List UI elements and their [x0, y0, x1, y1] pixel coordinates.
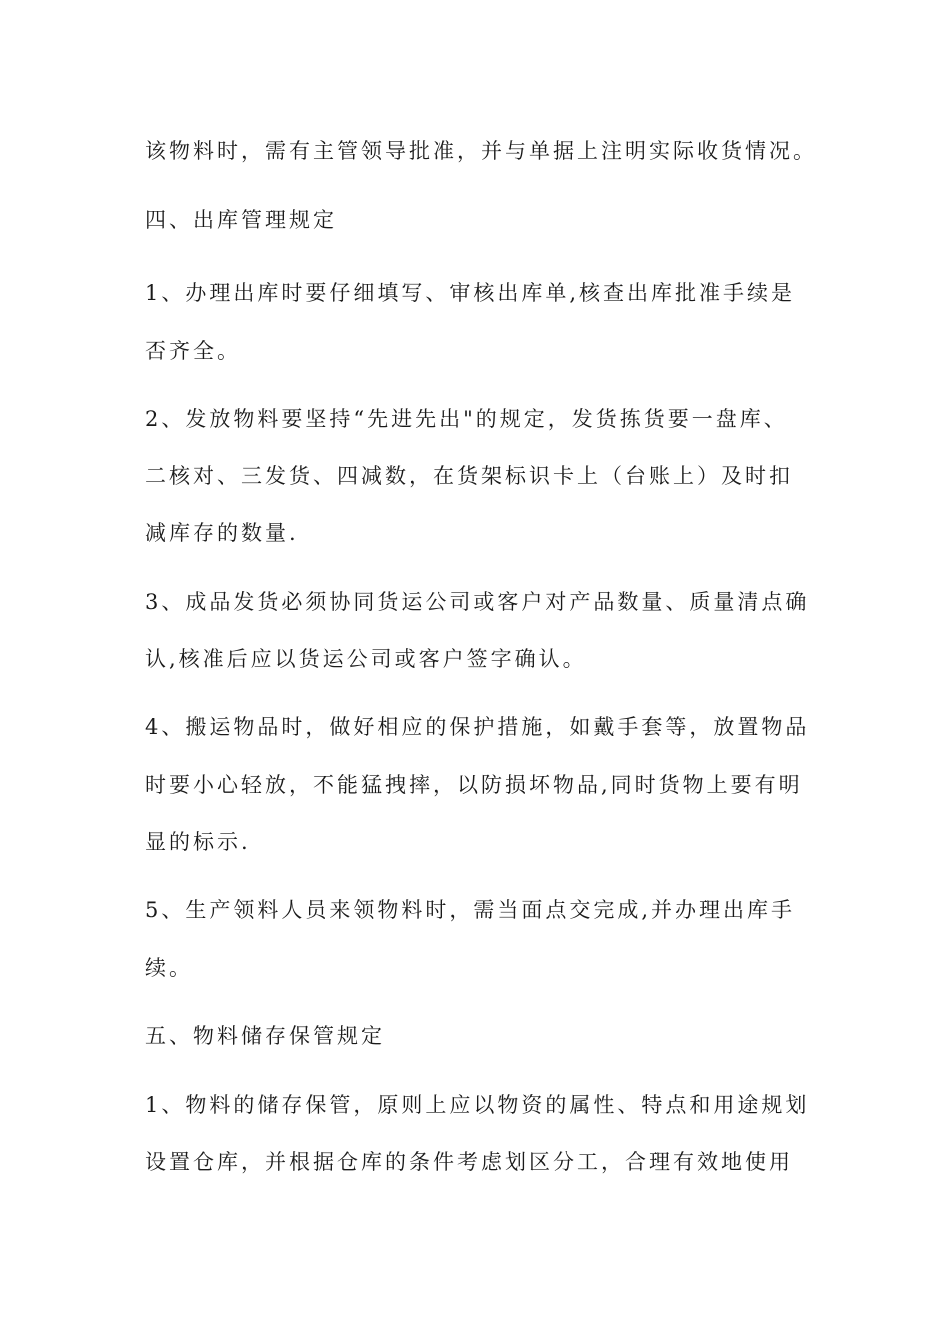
text-line: 续。	[145, 956, 193, 980]
text-line: 4、搬运物品时，做好相应的保护措施，如戴手套等，放置物品	[145, 715, 810, 739]
text-line: 否齐全。	[145, 339, 241, 363]
text-line: 1、物料的储存保管，原则上应以物资的属性、特点和用途规划	[145, 1093, 810, 1117]
text-line: 减库存的数量.	[145, 521, 299, 545]
text-line: 5、生产领料人员来领物料时，需当面点交完成,并办理出库手	[145, 898, 796, 922]
text-line: 认,核准后应以货运公司或客户签字确认。	[145, 647, 587, 671]
text-line: 二核对、三发货、四减数，在货架标识卡上（台账上）及时扣	[145, 464, 793, 488]
text-line: 1、办理出库时要仔细填写、审核出库单,核查出库批准手续是	[145, 281, 796, 305]
text-line: 3、成品发货必须协同货运公司或客户对产品数量、质量清点确	[145, 590, 810, 614]
text-line: 该物料时，需有主管领导批准，并与单据上注明实际收货情况。	[145, 139, 817, 163]
text-line: 时要小心轻放，不能猛拽摔，以防损坏物品,同时货物上要有明	[145, 773, 803, 797]
text-line: 2、发放物料要坚持“先进先出"的规定，发货拣货要一盘库、	[145, 407, 788, 431]
section-heading-storage: 五、物料储存保管规定	[145, 1024, 385, 1048]
text-line: 显的标示.	[145, 830, 251, 854]
text-line: 设置仓库，并根据仓库的条件考虑划区分工，合理有效地使用	[145, 1150, 793, 1174]
section-heading-outbound: 四、出库管理规定	[145, 208, 337, 232]
